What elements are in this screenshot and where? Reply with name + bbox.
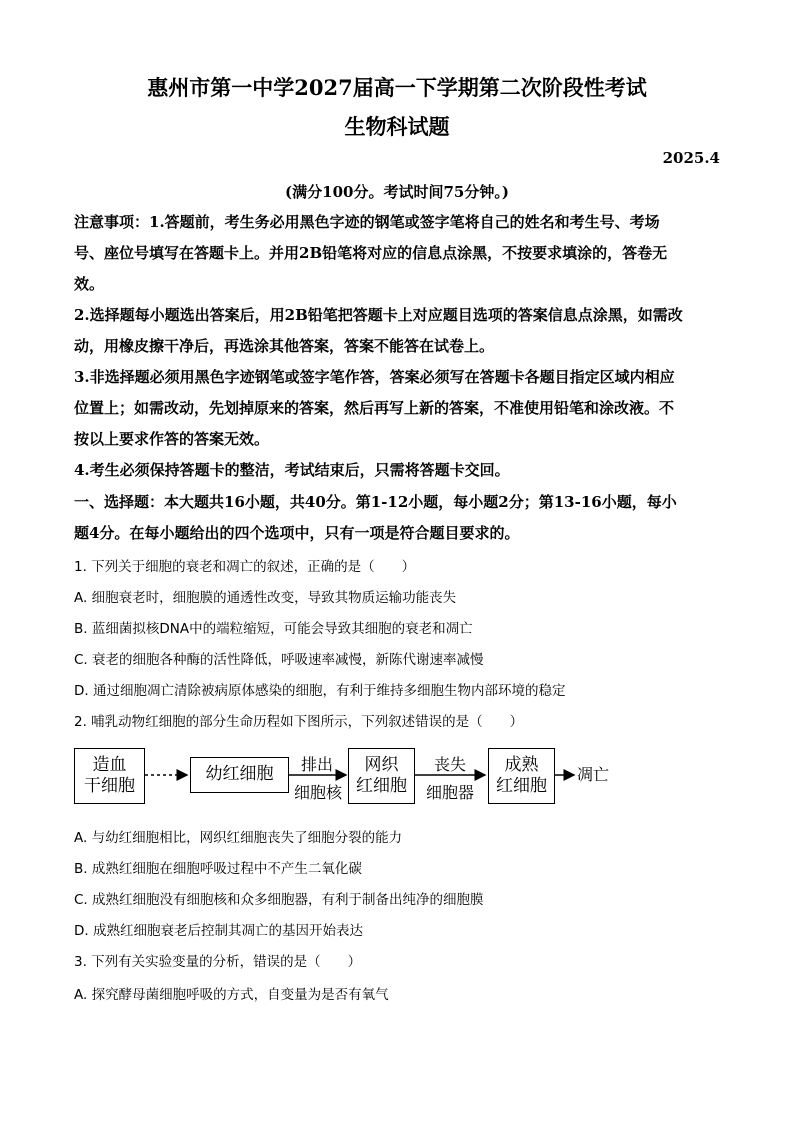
question-1-option-d: D. 通过细胞凋亡清除被病原体感染的细胞，有利于维持多细胞生物内部环境的稳定 bbox=[74, 683, 566, 699]
exam-subtitle: 生物科试题 bbox=[344, 114, 450, 139]
question-1-stem: 1. 下列关于细胞的衰老和凋亡的叙述，正确的是（ ） bbox=[74, 559, 416, 575]
notes-line: 3.非选择题必须用黑色字迹钢笔或签字笔作答，答案必须写在答题卡各题目指定区域内相应 bbox=[74, 368, 675, 386]
box-label: 网织 bbox=[364, 754, 399, 775]
label-lose-organelles-top: 丧失 bbox=[433, 755, 466, 774]
notes-line: 注意事项：1.答题前，考生务必用黑色字迹的钢笔或签字笔将自己的姓名和考生号、考场 bbox=[74, 213, 660, 231]
reticulocyte-box bbox=[348, 748, 415, 804]
question-3-stem: 3. 下列有关实验变量的分析，错误的是（ ） bbox=[74, 954, 362, 970]
exam-title: 惠州市第一中学2027届高一下学期第二次阶段性考试 bbox=[147, 75, 647, 100]
box-label: 幼红细胞 bbox=[205, 764, 274, 785]
red-cell-lifecycle-diagram bbox=[72, 742, 632, 822]
notes-line: 2.选择题每小题选出答案后，用2B铅笔把答题卡上对应题目选项的答案信息点涂黑，如需改 bbox=[74, 306, 683, 324]
hematopoietic-stem-cell-box bbox=[74, 748, 145, 804]
label-expel-nucleus-bottom: 细胞核 bbox=[293, 783, 342, 802]
box-label: 红细胞 bbox=[356, 776, 407, 796]
box-label: 成熟 bbox=[504, 754, 539, 775]
exam-info: (满分100分。考试时间75分钟。) bbox=[285, 183, 509, 201]
notes-line: 号、座位号填写在答题卡上。并用2B铅笔将对应的信息点涂黑，不按要求填涂的，答卷无 bbox=[74, 244, 668, 262]
box-label: 干细胞 bbox=[84, 776, 135, 796]
question-1-option-c: C. 衰老的细胞各种酶的活性降低，呼吸速率减慢，新陈代谢速率减慢 bbox=[74, 652, 484, 668]
label-lose-organelles-bottom: 细胞器 bbox=[425, 783, 474, 802]
section-header: 题4分。在每小题给出的四个选项中，只有一项是符合题目要求的。 bbox=[74, 524, 520, 542]
question-1-option-a: A. 细胞衰老时，细胞膜的通透性改变，导致其物质运输功能丧失 bbox=[74, 590, 457, 606]
label-apoptosis: 凋亡 bbox=[577, 765, 610, 784]
exam-date: 2025.4 bbox=[662, 149, 720, 167]
section-header: 一、选择题：本大题共16小题，共40分。第1-12小题，每小题2分；第13-16小题，每小 bbox=[74, 493, 677, 511]
question-2-option-c: C. 成熟红细胞没有细胞核和众多细胞器，有利于制备出纯净的细胞膜 bbox=[74, 892, 484, 908]
label-expel-nucleus-top: 排出 bbox=[300, 755, 333, 774]
notes-line: 动，用橡皮擦干净后，再选涂其他答案，答案不能答在试卷上。 bbox=[74, 337, 495, 355]
box-label: 红细胞 bbox=[496, 776, 547, 796]
question-2-stem: 2. 哺乳动物红细胞的部分生命历程如下图所示，下列叙述错误的是（ ） bbox=[74, 714, 524, 730]
notes-line: 效。 bbox=[74, 275, 105, 293]
box-label: 造血 bbox=[92, 754, 127, 775]
mature-red-cell-box bbox=[488, 748, 555, 804]
erythroblast-box bbox=[190, 757, 289, 793]
question-1-option-b: B. 蓝细菌拟核DNA中的端粒缩短，可能会导致其细胞的衰老和凋亡 bbox=[74, 621, 473, 637]
question-2-option-a: A. 与幼红细胞相比，网织红细胞丧失了细胞分裂的能力 bbox=[74, 830, 403, 846]
notes-line: 按以上要求作答的答案无效。 bbox=[74, 430, 270, 448]
question-2-option-b: B. 成熟红细胞在细胞呼吸过程中不产生二氧化碳 bbox=[74, 861, 362, 877]
notes-line: 位置上；如需改动，先划掉原来的答案，然后再写上新的答案，不准使用铅笔和涂改液。不 bbox=[74, 399, 675, 417]
question-3-option-a: A. 探究酵母菌细胞呼吸的方式，自变量为是否有氧气 bbox=[74, 987, 389, 1003]
question-2-option-d: D. 成熟红细胞衰老后控制其凋亡的基因开始表达 bbox=[74, 923, 363, 939]
notes-line: 4.考生必须保持答题卡的整洁，考试结束后，只需将答题卡交回。 bbox=[74, 461, 510, 479]
